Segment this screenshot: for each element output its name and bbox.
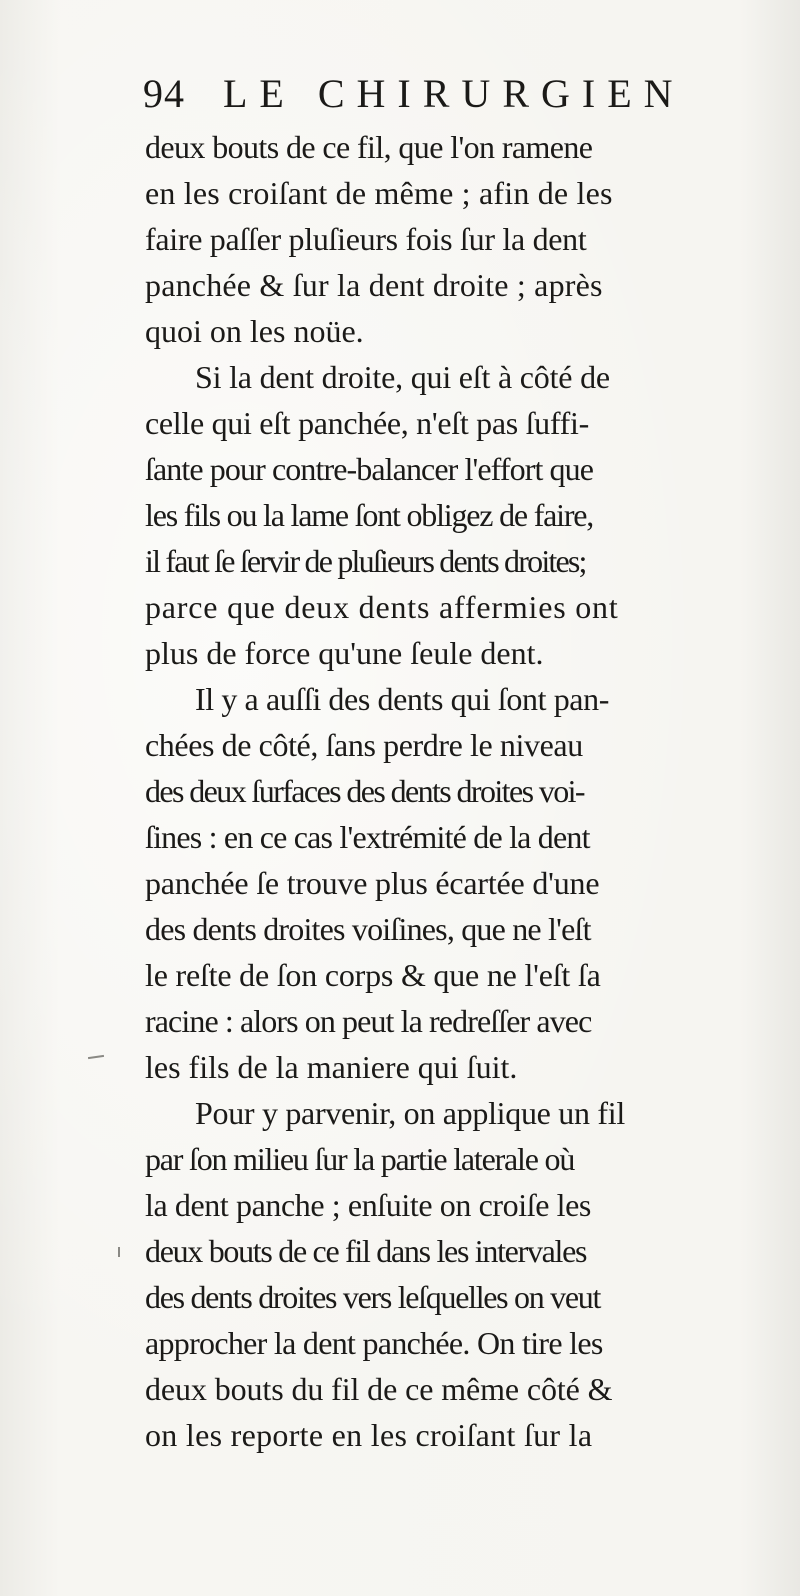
paragraph-first-line: Il y a auſſi des dents qui ſont pan- bbox=[195, 681, 609, 717]
paragraph-first-line: Pour y parvenir, on applique un fil bbox=[195, 1095, 625, 1131]
text-line: deux bouts de ce fil, que l'on ramene bbox=[145, 129, 593, 165]
text-line: en les croiſant de même ; afin de les bbox=[145, 175, 613, 211]
text-line: des dents droites voiſines, que ne l'eſt bbox=[145, 911, 591, 947]
text-line: des dents droites vers leſquelles on veut bbox=[145, 1279, 601, 1315]
text-line: racine : alors on peut la redreſſer avec bbox=[145, 1003, 592, 1039]
page-number: 94 bbox=[143, 71, 185, 116]
text-line: par ſon milieu ſur la partie laterale où bbox=[145, 1141, 575, 1177]
text-line: panchée ſe trouve plus écartée d'une bbox=[145, 865, 600, 901]
text-line: ſines : en ce cas l'extrémité de la dent bbox=[145, 819, 590, 855]
text-line: plus de force qu'une ſeule dent. bbox=[145, 635, 544, 671]
text-line: on les reporte en les croiſant ſur la bbox=[145, 1417, 593, 1453]
text-line: les fils de la maniere qui ſuit. bbox=[145, 1049, 518, 1085]
running-head: LE CHIRURGIEN bbox=[223, 71, 685, 116]
body-text bbox=[145, 124, 765, 1458]
text-line: quoi on les noüe. bbox=[145, 313, 364, 349]
text-line: chées de côté, ſans perdre le niveau bbox=[145, 727, 583, 763]
text-line: celle qui eſt panchée, n'eſt pas ſuffi- bbox=[145, 405, 589, 441]
text-line: la dent panche ; enſuite on croiſe les bbox=[145, 1187, 591, 1223]
text-line: ſante pour contre-balancer l'effort que bbox=[145, 451, 594, 487]
text-line: approcher la dent panchée. On tire les bbox=[145, 1325, 603, 1361]
margin-mark bbox=[88, 1055, 104, 1059]
paragraph-first-line: Si la dent droite, qui eſt à côté de bbox=[195, 359, 610, 395]
text-line: des deux ſurfaces des dents droites voi- bbox=[145, 773, 584, 809]
text-line: il faut ſe ſervir de pluſieurs dents droites; bbox=[145, 543, 586, 579]
page-header bbox=[143, 70, 723, 130]
text-line: le reſte de ſon corps & que ne l'eſt ſa bbox=[145, 957, 601, 993]
text-line: les fils ou la lame ſont obligez de faire, bbox=[145, 497, 594, 533]
text-line: panchée & ſur la dent droite ; après bbox=[145, 267, 603, 303]
text-line: deux bouts de ce fil dans les intervales bbox=[145, 1233, 587, 1269]
text-line: faire paſſer pluſieurs fois ſur la dent bbox=[145, 221, 587, 257]
text-line: parce que deux dents affermies ont bbox=[145, 589, 619, 625]
text-line: deux bouts du fil de ce même côté & bbox=[145, 1371, 613, 1407]
margin-mark bbox=[118, 1247, 120, 1257]
